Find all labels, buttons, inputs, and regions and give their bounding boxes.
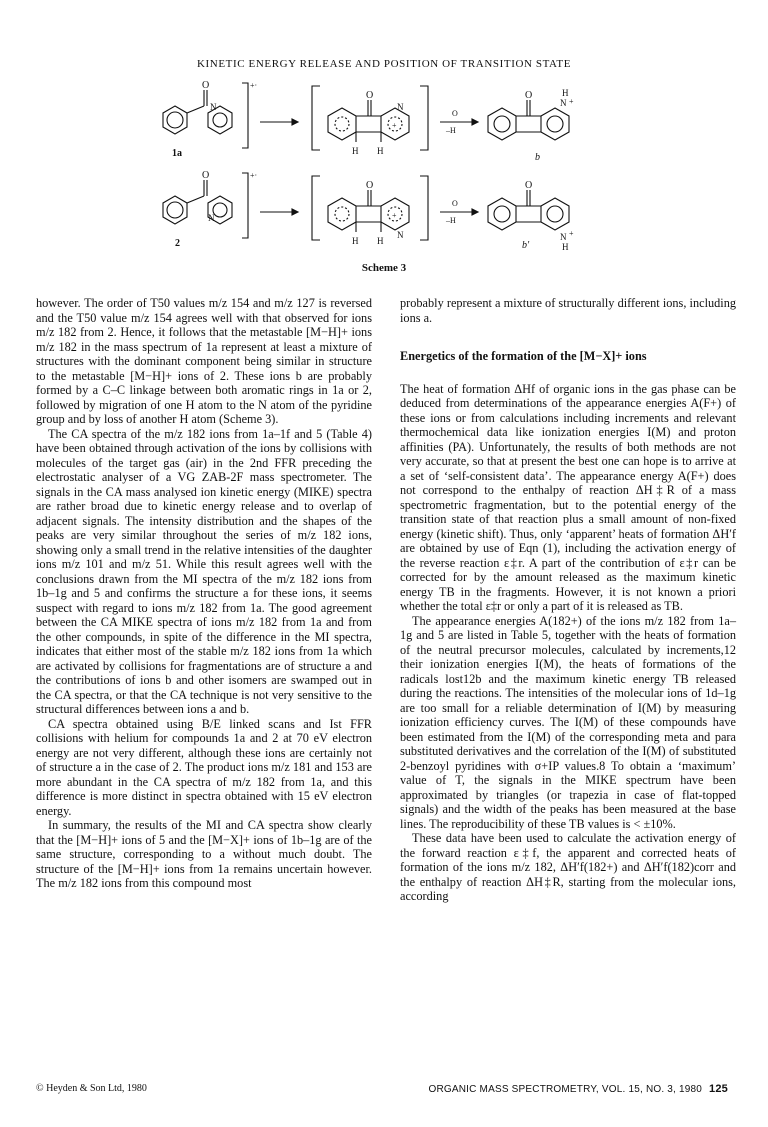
nitrogen-label: N	[208, 213, 215, 223]
compound-label: 2	[175, 238, 180, 249]
oxygen-label: O	[525, 180, 533, 191]
ion-label: b′	[522, 240, 530, 251]
paragraph: probably represent a mixture of structurally different ions, including ions a.	[400, 296, 736, 325]
nitrogen-label: N	[560, 98, 567, 108]
hydrogen-label: H	[377, 146, 384, 156]
ion-b-structure	[488, 100, 569, 140]
page-number: 125	[709, 1083, 728, 1095]
copyright-notice: © Heyden & Son Ltd, 1980	[36, 1083, 147, 1094]
arrow-oxygen-label: O	[452, 109, 458, 118]
arrow-label: –H	[446, 126, 456, 135]
arrow-oxygen-label: O	[452, 199, 458, 208]
oxygen-label: O	[366, 90, 374, 101]
plus-label: +	[569, 229, 574, 238]
section-heading: Energetics of the formation of the [M−X]+ ions	[400, 349, 647, 363]
right-column	[400, 296, 736, 904]
hydrogen-label: H	[352, 146, 359, 156]
oxygen-label: O	[525, 90, 533, 101]
nitrogen-label: N	[397, 102, 404, 112]
paragraph: however. The order of T50 values m/z 154 and m/z 127 is reversed and the T50 value m/z 154 agrees well with that observed for ions m/z 182 from 2. Hence, it follows that the metastable [M−H]+ ions m/z 182 in the mass spectrum of 1a represent at least a mixture of structures with the dominant component being similar in structure to the metastable [M−H]+ ions of 2. These ions b are probably formed by a C–C linkage between both aromatic rings in 1a or 2, followed by migration of one H atom to the N atom of the pyridine group and by loss of another H atom (Scheme 3).	[36, 296, 372, 426]
hydrogen-label: H	[562, 88, 569, 98]
paragraph: The heat of formation ΔHf of organic ions in the gas phase can be deduced from determinations of the appearance energies A(F+) of these ions or from calculations including increments and relevant thermochemical data like ionization energies I(M) and proton affinities (PA). Unfortunately, the results of both methods are not very accurate, so that at present the best one can hope is to arrive at a set of ‘self-consistent data’. The appearance energy A(F+) does not correspond to the enthalpy of reaction ΔH‡R of a mass spectrometric fragmentation, but to the potential energy of the transition state of that reaction plus a small amount of non-fixed energy (kinetic shift). Thus, only ‘apparent’ heats of formation ΔH′f are obtained by use of Eqn (1), including the activation energy of the reverse reaction ε‡r. A part of the contribution of ε‡r can be corrected for by the amount released as the maximum kinetic energy TB in the fragments. However, it is not known a priori whether the total ε‡r or only a part of it is released as TB.	[400, 381, 736, 613]
paragraph: CA spectra obtained using B/E linked scans and Ist FFR collisions with helium for compounds 1a and 2 at 70 eV electron energy are not very different, although these ions are certainly not of structure a in the case of 2. The product ions m/z 181 and 153 are more abundant in the CA spectra of m/z 182 from 1a, and this difference is more distinct in spectra obtained with 15 eV electron energy.	[36, 716, 372, 818]
journal-citation: ORGANIC MASS SPECTROMETRY, VOL. 15, NO. 3, 1980	[428, 1084, 703, 1095]
paragraph: In summary, the results of the MI and CA spectra show clearly that the [M−H]+ ions of 5 and the [M−X]+ ions of 1b–1g are of the same structure, corresponding to a without much doubt. The structure of the [M−H]+ ions from 1a remains uncertain however. The m/z 182 ions from this compound most	[36, 818, 372, 890]
left-column	[36, 296, 372, 891]
plus-label: +	[392, 211, 397, 220]
arrow-label: –H	[446, 216, 456, 225]
ion-label: b	[535, 152, 540, 163]
radical-cation-label: +·	[250, 81, 258, 90]
compound-2-structure	[163, 173, 248, 238]
running-head: KINETIC ENERGY RELEASE AND POSITION OF TRANSITION STATE	[196, 58, 572, 70]
hydrogen-label: H	[352, 236, 359, 246]
nitrogen-label: N	[560, 232, 567, 242]
compound-label: 1a	[172, 148, 182, 159]
nitrogen-label: N	[397, 230, 404, 240]
journal-footer	[429, 1083, 729, 1095]
compound-1a-structure	[163, 83, 248, 148]
paragraph: The appearance energies A(182+) of the ions m/z 182 from 1a–1g and 5 are listed in Table 5, together with the heats of formation of the neutral precursor molecules, calculated by increments,12 their ionization energies I(M), the heats of formations of the radicals lost12b and the maximum kinetic energy TB released during the reactions. The intensities of the molecular ions of 1d–1g are too small for a reliable determination of I(M) by measuring ionization efficiency curves. The I(M) of these compounds have been estimated from the I(M) of the corresponding meta and para substituted derivatives and the correlation of the I(M) of substituted 2-benzoyl pyridines with σ+IP values.8 To obtain a ‘maximum’ value of T, the signals in the MIKE spectrum have been approximated by triangles (or trapezia in case of flat-topped signals) and the width of the peaks has been measured at the base lines. The reproducibility of these TB values is < ±10%.	[400, 613, 736, 831]
radical-cation-label: +·	[250, 171, 258, 180]
plus-label: +	[569, 97, 574, 106]
hydrogen-label: H	[562, 242, 569, 252]
plus-label: +	[392, 121, 397, 130]
paragraph: These data have been used to calculate the activation energy of the forward reaction ε‡f, the apparent and corrected heats of formation of the ions m/z 182, ΔH′f(182+) and ΔH′f(182)corr and the enthalpy of reaction ΔH‡R, starting from the molecular ions, according	[400, 831, 736, 903]
oxygen-label: O	[202, 170, 210, 181]
oxygen-label: O	[202, 80, 210, 91]
paragraph: The CA spectra of the m/z 182 ions from 1a–1f and 5 (Table 4) have been obtained through activation of the ions by collisions with molecules of the target gas (air) in the 2nd FFR preceding the electrostatic analyser of a VG ZAB-2F mass spectrometer. The signals in the CA mass analysed ion kinetic energy (MIKE) spectra are rather broad due to kinetic energy release and to overlap of adjacent signals. The intensity distribution and the shapes of the peaks are very similar throughout the series of m/z 182 ions, showing only a small trend in the relative intensities of the daughter ions m/z 101 and m/z 51. While this result agrees well with the conclusions drawn from the MI spectra of the m/z 182 ions from 1b–1g and 5 and confirms the structure a for these ions, it seems suspect with regard to ions m/z 182 from 1a. The good agreement between the CA MIKE spectra of ions m/z 182 from 1a and from the other compounds, in spite of the difference in the MI spectra, indicates that either most of the stable m/z 182 ions from 1a which are activated by collisions for fragmentations are of structure a and the contributions of ions b and other isomers are swamped out in the CA spectra, or that the CA technique is not very sensitive to the structural differences between ions a and b.	[36, 426, 372, 716]
oxygen-label: O	[366, 180, 374, 191]
scheme-3-diagram	[150, 78, 620, 278]
nitrogen-label: N	[210, 102, 217, 112]
scheme-caption: Scheme 3	[361, 262, 407, 274]
hydrogen-label: H	[377, 236, 384, 246]
ion-b-prime-structure	[488, 190, 569, 230]
